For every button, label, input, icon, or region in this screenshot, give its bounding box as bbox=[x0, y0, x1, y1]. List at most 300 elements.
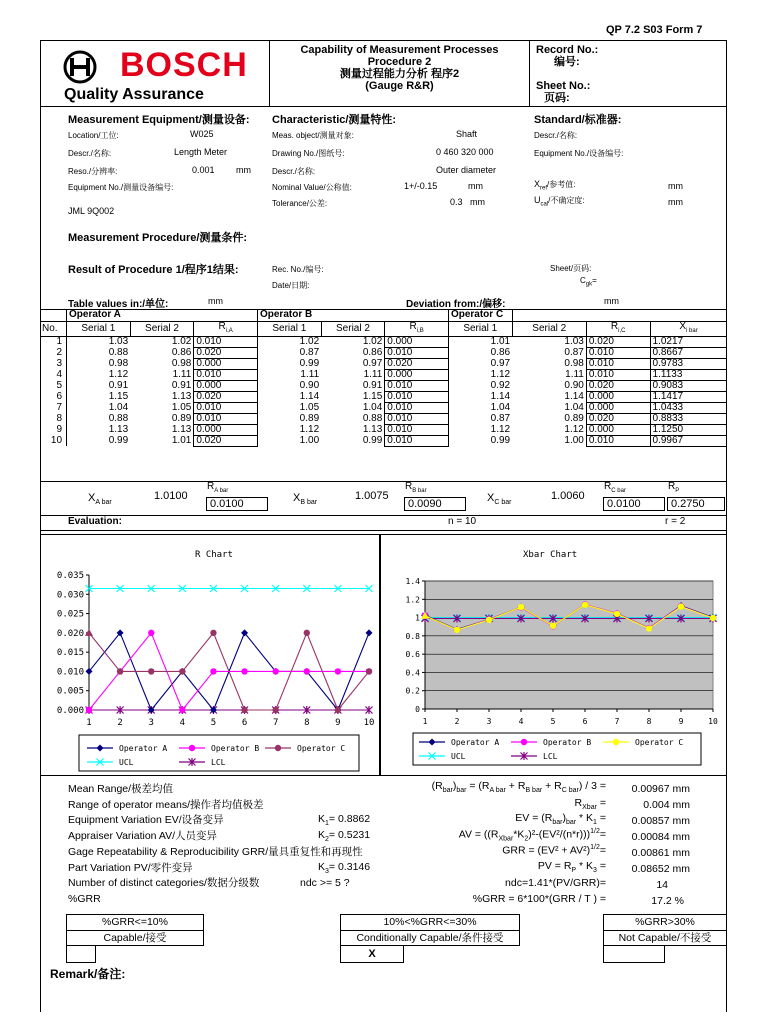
operator-c-point bbox=[710, 615, 716, 621]
ev-formula: EV = $(R_{bar})_{bar} * K_1$ = bbox=[515, 812, 606, 827]
conditional-box bbox=[340, 914, 520, 946]
meas-object-value: Shaft bbox=[456, 129, 478, 139]
table-cell: 1.15 bbox=[362, 390, 383, 402]
legend-label: LCL bbox=[211, 758, 226, 767]
pv-value: 0.08652 bbox=[631, 863, 670, 875]
legend-label: Operator B bbox=[543, 738, 592, 747]
table-row bbox=[40, 435, 727, 446]
legend-label: Operator A bbox=[119, 744, 168, 753]
table-cell: 1.0433 bbox=[650, 402, 726, 413]
table-cell: 1.04 bbox=[108, 401, 129, 413]
x-tick-label: 2 bbox=[117, 718, 123, 728]
rp-value: 0.2750 bbox=[667, 497, 725, 511]
table-cell: 0.9967 bbox=[650, 435, 726, 446]
mean-range-value: 0.00967 bbox=[631, 783, 670, 795]
operator-b-point bbox=[189, 745, 195, 751]
table-body bbox=[40, 336, 727, 446]
rp-label: $R_P$ bbox=[668, 481, 680, 494]
table-cell: 1.11 bbox=[300, 368, 320, 380]
operator-c-point bbox=[454, 627, 460, 633]
no-header: No. bbox=[40, 321, 67, 336]
table-cell: 0.020 bbox=[194, 391, 258, 402]
location-value: W025 bbox=[190, 129, 214, 139]
row-number: 9 bbox=[40, 424, 67, 435]
chart-title: R Chart bbox=[195, 550, 233, 560]
table-row bbox=[40, 413, 727, 424]
range-op-label: Range of operator means/操作者均值极差 bbox=[68, 798, 264, 811]
ev-value: 0.00857 bbox=[631, 815, 670, 827]
mean-range-label: Mean Range/极差均值 bbox=[68, 783, 174, 795]
reso-label: Reso./分辨率: bbox=[68, 167, 118, 176]
table-row bbox=[40, 347, 727, 358]
y-tick-label: 0.000 bbox=[56, 706, 84, 716]
table-cell: 0.89 bbox=[171, 412, 192, 424]
operator-c-point bbox=[272, 707, 278, 713]
table-cell: 1.1417 bbox=[650, 391, 726, 402]
table-cell: 1.1250 bbox=[650, 424, 726, 435]
table-cell: 1.12 bbox=[299, 423, 320, 435]
table-cell: 0.000 bbox=[194, 358, 258, 369]
row-number: 6 bbox=[40, 391, 67, 402]
row-number: 3 bbox=[40, 358, 67, 369]
range-op-formula: $R_{Xbar}$ = bbox=[574, 797, 606, 812]
xref-unit: mm bbox=[668, 181, 683, 191]
operator-c-point bbox=[335, 707, 341, 713]
deviation-label: Deviation from:/偏移: bbox=[406, 299, 506, 310]
x-tick-label: 9 bbox=[678, 717, 684, 726]
y-tick-label: 0.010 bbox=[56, 667, 84, 678]
table-row bbox=[40, 391, 727, 402]
k2: $K_2= 0.5231$ bbox=[318, 829, 371, 844]
conditional-check[interactable]: X bbox=[340, 945, 404, 963]
nominal-unit: mm bbox=[468, 181, 483, 191]
legend-label: LCL bbox=[543, 752, 558, 761]
table-cell: 0.86 bbox=[171, 346, 192, 358]
y-tick-label: 1.4 bbox=[405, 577, 420, 586]
operator-c-point bbox=[304, 630, 310, 636]
evaluation-label: Evaluation: bbox=[68, 516, 122, 527]
table-cell: 1.13 bbox=[362, 423, 383, 435]
legend-label: Operator A bbox=[451, 738, 500, 747]
table-cell: 0.010 bbox=[385, 413, 449, 424]
x-tick-label: 5 bbox=[210, 718, 217, 728]
table-cell: 1.11 bbox=[565, 368, 584, 380]
operator-c-point bbox=[366, 668, 372, 674]
deviation-unit: mm bbox=[604, 296, 619, 306]
std-descr-label: Descr./名称: bbox=[534, 131, 578, 140]
operator-b-point bbox=[521, 739, 527, 745]
rec-no-label: Rec. No./编号: bbox=[272, 265, 324, 274]
form-title: Capability of Measurement Processes Procedure 2 测量过程能力分析 程序2 (Gauge R&R) bbox=[300, 44, 499, 92]
tolerance-unit: mm bbox=[470, 197, 485, 207]
remark-label: Remark/备注: bbox=[50, 967, 126, 981]
operator-c-point bbox=[117, 668, 123, 674]
drawing-label: Drawing No./图纸号: bbox=[272, 149, 345, 158]
y-tick-label: 0.005 bbox=[56, 686, 84, 697]
table-cell: 0.000 bbox=[194, 424, 258, 435]
x-tick-label: 6 bbox=[241, 718, 248, 728]
table-row bbox=[40, 380, 727, 391]
results-values: 0.00967 mm 0.004 mm 0.00857 mm 0.00084 mm 0.00861 mm 0.08652 mm 14 17.2 % bbox=[610, 781, 690, 909]
table-cell: 0.020 bbox=[385, 358, 449, 369]
operator-c-point bbox=[614, 611, 620, 617]
table-cell: 0.020 bbox=[586, 336, 650, 347]
pgrr-label: %GRR bbox=[68, 892, 101, 905]
x-tick-label: 1 bbox=[86, 718, 92, 728]
not-capable-label: Not Capable/不接受 bbox=[618, 932, 712, 944]
nominal-label: Nominal Value/公称值: bbox=[272, 183, 352, 192]
table-cell: 0.010 bbox=[385, 380, 449, 391]
ucal-label: $U_{cal}/$不确定度: bbox=[534, 195, 585, 208]
reso-value: 0.001 bbox=[192, 165, 215, 175]
x-tick-label: 10 bbox=[363, 718, 375, 728]
row-number: 7 bbox=[40, 402, 67, 413]
ndc-label: Number of distinct categories/数据分级数 bbox=[68, 877, 260, 890]
rbbar-value: 0.0090 bbox=[404, 497, 466, 511]
table-cell: 0.99 bbox=[490, 434, 511, 446]
table-cell: 0.020 bbox=[194, 435, 258, 446]
av-formula: AV = $((R_{Xbar}*K_2)^2-(EV^2/(n*r)))^{1/2}=$ bbox=[458, 828, 606, 843]
y-tick-label: 1 bbox=[415, 613, 420, 623]
series-ucl bbox=[86, 585, 373, 592]
equipment-heading: Measurement Equipment/测量设备: bbox=[68, 114, 250, 126]
xbbar-label: $X_{B bar}$ bbox=[293, 492, 318, 507]
x-tick-label: 10 bbox=[708, 717, 718, 726]
capable-box bbox=[66, 914, 204, 946]
meas-object-label: Meas. object/测量对象: bbox=[272, 131, 354, 140]
table-cell: 0.010 bbox=[586, 358, 650, 369]
k3: $K_3= 0.3146$ bbox=[318, 861, 371, 876]
row-number: 2 bbox=[40, 347, 67, 358]
pgrr-value: 17.2 bbox=[651, 895, 672, 907]
operator-a-point bbox=[366, 629, 373, 636]
table-cell: 0.88 bbox=[108, 346, 129, 358]
ndc-condition: ndc >= 5 ? bbox=[300, 877, 350, 889]
table-cell: 1.02 bbox=[362, 335, 383, 347]
table-cell: 0.010 bbox=[385, 402, 449, 413]
operator-b-point bbox=[86, 707, 92, 713]
operator-c-point bbox=[518, 604, 524, 610]
ev-label: Equipment Variation EV/设备变异 bbox=[68, 814, 224, 827]
table-cell: 1.14 bbox=[564, 390, 584, 402]
table-cell: 1.1133 bbox=[650, 369, 726, 380]
table-cell: 0.020 bbox=[194, 347, 258, 358]
table-cell: 0.000 bbox=[586, 402, 650, 413]
table-cell: 0.92 bbox=[490, 379, 511, 391]
table-cell: 0.000 bbox=[586, 391, 650, 402]
equip-descr-label: Descr./名称: bbox=[68, 149, 112, 158]
table-cell: 0.90 bbox=[564, 379, 584, 391]
characteristic-heading: Characteristic/测量特性: bbox=[272, 114, 397, 126]
operator-b-point bbox=[210, 668, 216, 674]
serial1-b-header: Serial 1 bbox=[257, 321, 321, 336]
y-tick-label: 0.4 bbox=[405, 668, 420, 678]
xibar-header: $X_{i bar}$ bbox=[679, 320, 698, 334]
table-cell: 1.05 bbox=[171, 401, 192, 413]
table-cell: 1.13 bbox=[171, 390, 192, 402]
range-op-value: 0.004 bbox=[643, 799, 670, 811]
table-cell: 1.12 bbox=[108, 368, 129, 380]
rabar-label: $R_{A bar}$ bbox=[207, 481, 229, 494]
y-tick-label: 0 bbox=[415, 705, 420, 714]
reso-unit: mm bbox=[236, 165, 251, 175]
table-cell: 0.010 bbox=[385, 391, 449, 402]
tolerance-label: Tolerance/公差: bbox=[272, 199, 328, 208]
rbbar-label: $R_{B bar}$ bbox=[405, 481, 427, 494]
operator-c-point bbox=[179, 668, 185, 674]
xabar-value: 1.0100 bbox=[154, 490, 188, 502]
x-tick-label: 3 bbox=[486, 717, 492, 726]
y-tick-label: 0.035 bbox=[56, 571, 84, 581]
y-tick-label: 0.025 bbox=[56, 609, 84, 620]
rcbar-value: 0.0100 bbox=[603, 497, 665, 511]
table-cell: 0.98 bbox=[171, 357, 192, 369]
operator-c-header: Operator C bbox=[448, 310, 512, 321]
table-cell: 0.010 bbox=[586, 435, 650, 446]
pgrr-formula: %GRR = 6*100*(GRR / T ) = bbox=[472, 893, 606, 905]
row-number: 8 bbox=[40, 413, 67, 424]
table-cell: 0.98 bbox=[564, 357, 584, 369]
table-unit: mm bbox=[208, 296, 223, 306]
equip-no-label: Equipment No./测量设备编号: bbox=[68, 183, 174, 192]
conditional-label: Conditionally Capable/条件接受 bbox=[356, 932, 504, 944]
operator-b-point bbox=[272, 668, 278, 674]
equip-no-value: JML 9Q002 bbox=[68, 206, 115, 216]
table-cell: 0.90 bbox=[299, 379, 320, 391]
y-tick-label: 0.020 bbox=[56, 628, 84, 639]
table-cell: 0.010 bbox=[385, 347, 449, 358]
mean-range-formula: $(R_{bar})_{bar} = (R_{A bar} + R_{B bar} + R_{C bar}) / 3$ = bbox=[431, 780, 606, 795]
x-tick-label: 7 bbox=[614, 717, 620, 726]
serial2-a-header: Serial 2 bbox=[130, 321, 194, 336]
operator-a-header: Operator A bbox=[67, 310, 258, 321]
table-cell: 1.01 bbox=[490, 335, 511, 347]
table-cell: 0.9783 bbox=[650, 358, 726, 369]
table-cell: 0.010 bbox=[194, 402, 258, 413]
table-row bbox=[40, 358, 727, 369]
column-header-row bbox=[40, 321, 727, 336]
cgk-label: $C_{gk}=$ bbox=[580, 276, 597, 288]
row-number: 4 bbox=[40, 369, 67, 380]
legend-label: Operator B bbox=[211, 744, 260, 753]
r-value: r = 2 bbox=[665, 516, 686, 527]
av-value: 0.00084 bbox=[631, 831, 670, 843]
table-row bbox=[40, 402, 727, 413]
record-no: Record No.: 编号: bbox=[536, 44, 599, 68]
table-cell: 0.010 bbox=[194, 369, 258, 380]
date-label: Date/日期: bbox=[272, 281, 310, 290]
measurement-table bbox=[40, 310, 727, 447]
x-tick-label: 2 bbox=[454, 717, 460, 726]
table-cell: 0.86 bbox=[362, 346, 383, 358]
row-number: 10 bbox=[40, 435, 67, 446]
operator-b-point bbox=[335, 668, 341, 674]
grr-value: 0.00861 bbox=[631, 847, 670, 859]
grr-formula: GRR = $(EV^2 + AV^2)^{1/2}=$ bbox=[502, 844, 606, 857]
location-label: Location/工位: bbox=[68, 131, 119, 140]
table-cell: 1.02 bbox=[299, 335, 320, 347]
operator-c-point bbox=[210, 630, 216, 636]
y-tick-label: 1.2 bbox=[405, 595, 420, 605]
x-tick-label: 1 bbox=[422, 717, 428, 726]
capable-label: Capable/接受 bbox=[103, 932, 167, 944]
not-capable-check[interactable] bbox=[603, 945, 665, 963]
table-cell: 0.000 bbox=[385, 336, 449, 347]
table-cell: 0.86 bbox=[490, 346, 511, 358]
table-cell: 0.010 bbox=[586, 347, 650, 358]
operator-c-point bbox=[550, 623, 556, 629]
table-cell: 0.91 bbox=[171, 379, 192, 391]
table-row bbox=[40, 336, 727, 347]
table-cell: 0.88 bbox=[108, 412, 129, 424]
legend-label: UCL bbox=[119, 758, 134, 767]
serial1-a-header: Serial 1 bbox=[67, 321, 131, 336]
operator-c-point bbox=[148, 668, 154, 674]
series-lcl bbox=[86, 706, 373, 714]
table-cell: 1.15 bbox=[108, 390, 129, 402]
table-cell: 0.010 bbox=[194, 336, 258, 347]
table-cell: 0.000 bbox=[586, 424, 650, 435]
conditional-head: 10%<%GRR<=30% bbox=[341, 915, 519, 931]
x-tick-label: 3 bbox=[148, 718, 154, 728]
form-id: QP 7.2 S03 Form 7 bbox=[606, 24, 703, 36]
not-capable-box bbox=[603, 914, 727, 946]
not-capable-head: %GRR>30% bbox=[604, 915, 726, 931]
y-tick-label: 0.030 bbox=[56, 590, 84, 601]
table-cell: 1.0217 bbox=[650, 336, 726, 347]
xbbar-value: 1.0075 bbox=[355, 490, 389, 502]
table-cell: 1.01 bbox=[171, 434, 192, 446]
table-cell: 0.000 bbox=[194, 380, 258, 391]
table-cell: 0.88 bbox=[362, 412, 383, 424]
y-tick-label: 0.8 bbox=[405, 631, 420, 641]
table-cell: 0.97 bbox=[490, 357, 511, 369]
table-cell: 1.12 bbox=[490, 423, 511, 435]
row-number: 5 bbox=[40, 380, 67, 391]
department: Quality Assurance bbox=[64, 86, 204, 103]
chart-legend bbox=[413, 733, 701, 765]
table-cell: 0.98 bbox=[108, 357, 129, 369]
xcbar-label: $X_{C bar}$ bbox=[487, 492, 512, 507]
capable-head: %GRR<=10% bbox=[67, 915, 203, 931]
ucal-unit: mm bbox=[668, 197, 683, 207]
drawing-value: 0 460 320 000 bbox=[436, 147, 494, 157]
legend-label: UCL bbox=[451, 752, 466, 761]
table-cell: 0.91 bbox=[108, 379, 129, 391]
xabar-label: $X_{A bar}$ bbox=[88, 492, 112, 507]
operator-c-point bbox=[486, 617, 492, 623]
operator-c-point bbox=[241, 707, 247, 713]
table-row bbox=[40, 424, 727, 435]
table-cell: 1.04 bbox=[362, 401, 383, 413]
equip-descr-value: Length Meter bbox=[174, 147, 228, 157]
table-cell: 0.9083 bbox=[650, 380, 726, 391]
x-tick-label: 4 bbox=[518, 717, 524, 726]
serial1-c-header: Serial 1 bbox=[448, 321, 512, 336]
x-tick-label: 7 bbox=[272, 718, 279, 728]
x-tick-label: 9 bbox=[335, 718, 341, 728]
ric-header: $R_{i,C}$ bbox=[586, 321, 650, 336]
xref-label: $X_{ref}/$参考值: bbox=[534, 179, 576, 192]
standard-heading: Standard/标准器: bbox=[534, 114, 622, 126]
k1: $K_1= 0.8862$ bbox=[318, 813, 371, 828]
tolerance-value: 0.3 bbox=[450, 197, 463, 207]
serial2-c-header: Serial 2 bbox=[512, 321, 586, 336]
pv-formula: PV = $R_P * K_3$ = bbox=[537, 860, 606, 875]
chart-legend bbox=[79, 735, 359, 771]
operator-c-point bbox=[85, 629, 93, 636]
table-cell: 1.14 bbox=[299, 390, 320, 402]
chart-title: Xbar Chart bbox=[523, 550, 578, 560]
table-cell: 1.13 bbox=[171, 423, 192, 435]
table-cell: 1.04 bbox=[490, 401, 511, 413]
table-cell: 0.97 bbox=[362, 357, 383, 369]
operator-c-point bbox=[582, 602, 588, 608]
table-row bbox=[40, 369, 727, 380]
operator-b-header: Operator B bbox=[257, 310, 448, 321]
table-cell: 0.99 bbox=[108, 434, 129, 446]
plot-area bbox=[425, 581, 713, 709]
char-descr-label: Descr./名称: bbox=[272, 167, 316, 176]
table-cell: 0.99 bbox=[299, 357, 320, 369]
table-cell: 0.87 bbox=[490, 412, 511, 424]
table-cell: 1.05 bbox=[299, 401, 320, 413]
y-tick-label: 0.2 bbox=[405, 686, 420, 696]
table-cell: 1.13 bbox=[108, 423, 129, 435]
table-cell: 0.020 bbox=[586, 380, 650, 391]
operator-c-point bbox=[678, 603, 684, 609]
n-value: n = 10 bbox=[448, 516, 477, 527]
table-cell: 1.03 bbox=[564, 335, 584, 347]
operator-header-row bbox=[40, 310, 727, 321]
ria-header: $R_{i,A}$ bbox=[194, 321, 258, 336]
table-cell: 0.89 bbox=[564, 412, 584, 424]
ndc-value: 14 bbox=[656, 879, 668, 891]
xbar-chart bbox=[381, 535, 728, 777]
rib-header: $R_{i,B}$ bbox=[385, 321, 449, 336]
x-tick-label: 8 bbox=[304, 718, 310, 728]
sheet-no: Sheet No.: 页码: bbox=[536, 80, 591, 104]
table-cell: 0.91 bbox=[362, 379, 383, 391]
operator-b-point bbox=[304, 668, 310, 674]
y-tick-label: 0.015 bbox=[56, 648, 84, 659]
operator-b-point bbox=[148, 630, 154, 636]
table-cell: 0.87 bbox=[564, 346, 584, 358]
legend-label: Operator C bbox=[635, 738, 684, 747]
grr-label: Gage Repeatability & Reproducibility GRR/量具重复性和再现性 bbox=[68, 845, 363, 858]
char-descr-value: Outer diameter bbox=[436, 165, 497, 175]
x-tick-label: 6 bbox=[582, 717, 588, 726]
table-cell: 1.14 bbox=[490, 390, 511, 402]
pv-label: Part Variation PV/零件变异 bbox=[68, 861, 193, 874]
table-cell: 0.010 bbox=[385, 424, 449, 435]
av-label: Appraiser Variation AV/人员变异 bbox=[68, 830, 217, 843]
procedure-heading: Measurement Procedure/测量条件: bbox=[68, 232, 248, 244]
table-cell: 0.8667 bbox=[650, 347, 726, 358]
table-cell: 0.000 bbox=[385, 369, 449, 380]
brand-name: BOSCH bbox=[120, 46, 248, 84]
xbar-chart-panel bbox=[380, 534, 727, 776]
operator-b-point bbox=[179, 707, 185, 713]
nominal-value: 1+/-0.15 bbox=[404, 181, 438, 191]
capable-check[interactable] bbox=[66, 945, 96, 963]
serial2-b-header: Serial 2 bbox=[321, 321, 385, 336]
operator-c-point bbox=[275, 745, 281, 751]
x-tick-label: 4 bbox=[179, 718, 186, 728]
table-cell: 1.12 bbox=[564, 423, 584, 435]
operator-c-point bbox=[613, 739, 619, 745]
ndc-formula: ndc=1.41*(PV/GRR)= bbox=[505, 877, 606, 889]
